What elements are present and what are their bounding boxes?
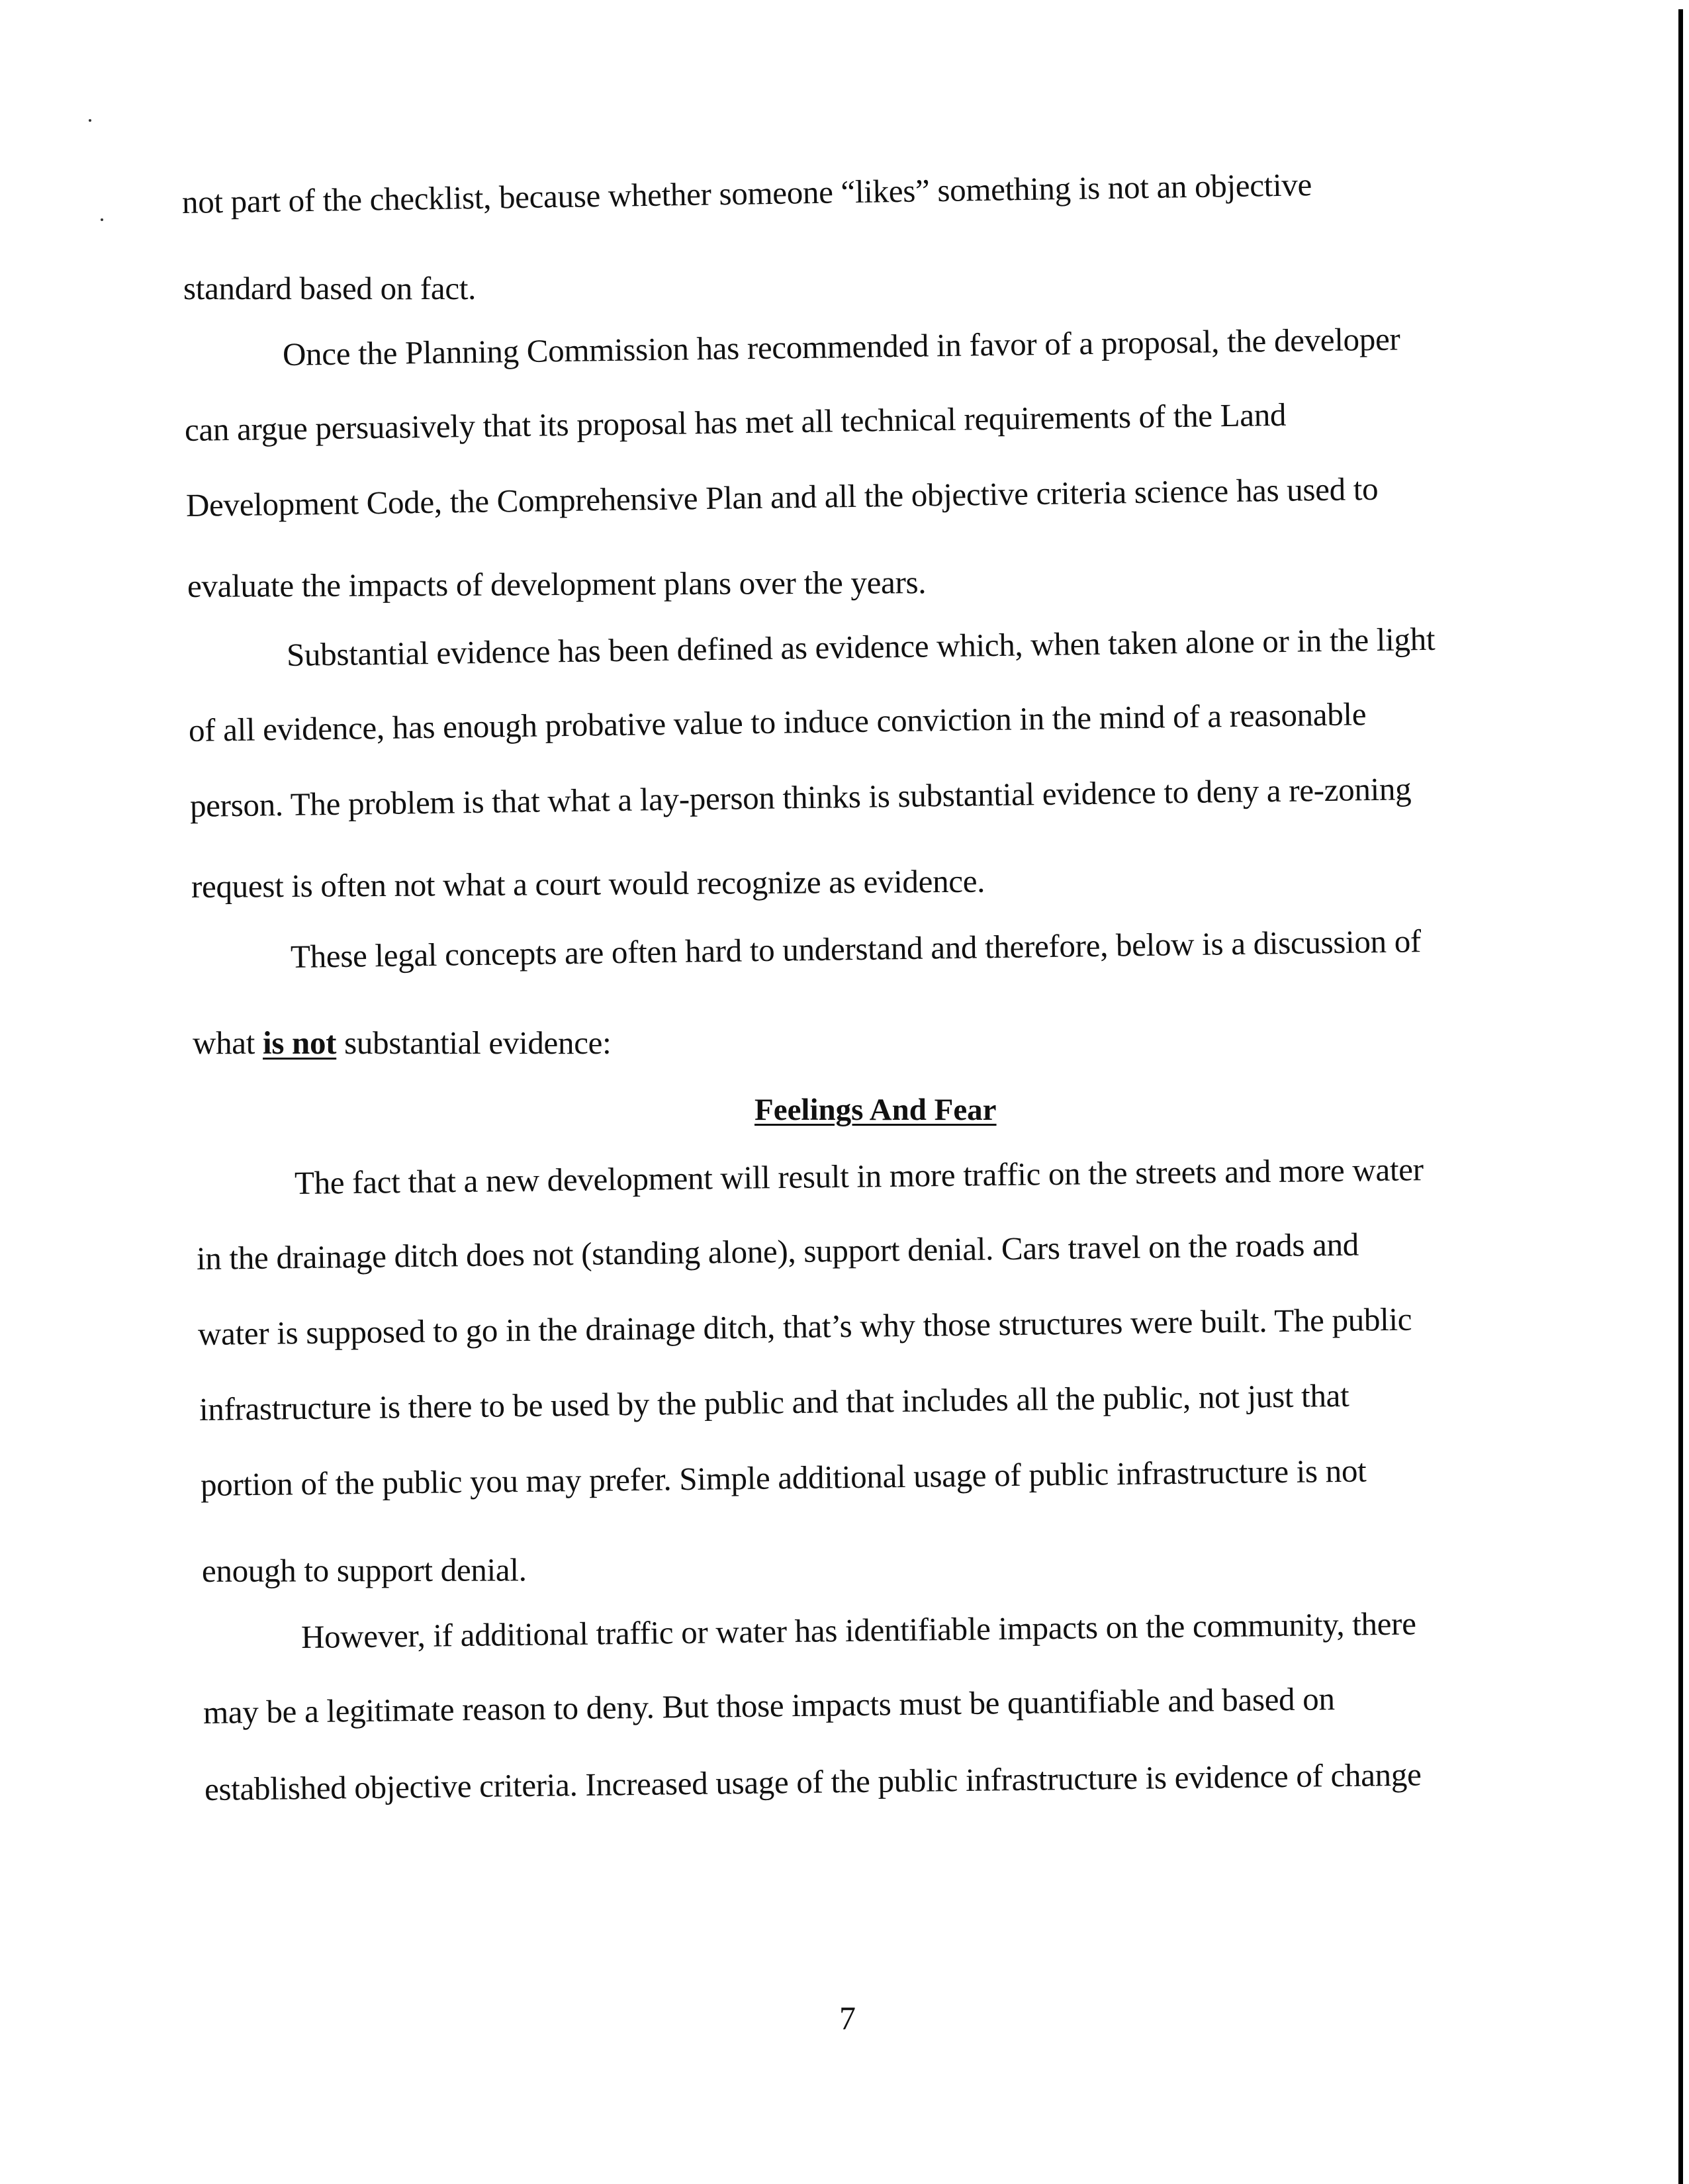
body-line: These legal concepts are often hard to understand and therefore, below is a discussion of [290,923,1422,975]
body-line: enough to support denial. [201,1551,527,1589]
emphasis-is-not: is not [263,1024,337,1061]
scan-speck [89,119,91,122]
body-line: Development Code, the Comprehensive Plan and all the objective criteria science has used to [185,470,1379,523]
body-line: standard based on fact. [183,270,477,306]
page-edge-scan-line [1678,9,1683,2184]
body-line: Once the Planning Commission has recommended in favor of a proposal, the developer [282,320,1400,373]
body-line: infrastructure is there to be used by the public and that includes all the public, not just that [199,1377,1349,1428]
body-line: can argue persuasively that its proposal has met all technical requirements of the Land [184,396,1287,448]
page-number: 7 [839,1999,856,2036]
text-after: substantial evidence: [336,1024,612,1061]
body-line-emphasis [193,1024,611,1062]
body-line: request is often not what a court would recognize as evidence. [191,862,985,905]
body-line: evaluate the impacts of development plans over the years. [187,564,927,604]
body-line: portion of the public you may prefer. Simple additional usage of public infrastructure is not [200,1452,1367,1503]
text-before: what [193,1024,263,1061]
body-line: not part of the checklist, because whether someone “likes” something is not an objective [181,166,1312,220]
body-line: in the drainage ditch does not (standing alone), support denial. Cars travel on the roads and [196,1226,1359,1277]
body-line: water is supposed to go in the drainage ditch, that’s why those structures were built. The public [197,1300,1412,1352]
body-line: person. The problem is that what a lay-person thinks is substantial evidence to deny a re-zoning [189,770,1412,824]
body-line: However, if additional traffic or water has identifiable impacts on the community, there [300,1605,1416,1655]
body-line: The fact that a new development will result in more traffic on the streets and more water [294,1151,1424,1201]
body-line: established objective criteria. Increased usage of the public infrastructure is evidence of change [204,1756,1422,1807]
body-line: of all evidence, has enough probative value to induce conviction in the mind of a reasonable [188,696,1367,749]
body-line: may be a legitimate reason to deny. But those impacts must be quantifiable and based on [203,1680,1335,1731]
section-heading: Feelings And Fear [754,1093,997,1127]
body-line: Substantial evidence has been defined as evidence which, when taken alone or in the light [286,620,1436,673]
scan-speck [101,218,103,221]
